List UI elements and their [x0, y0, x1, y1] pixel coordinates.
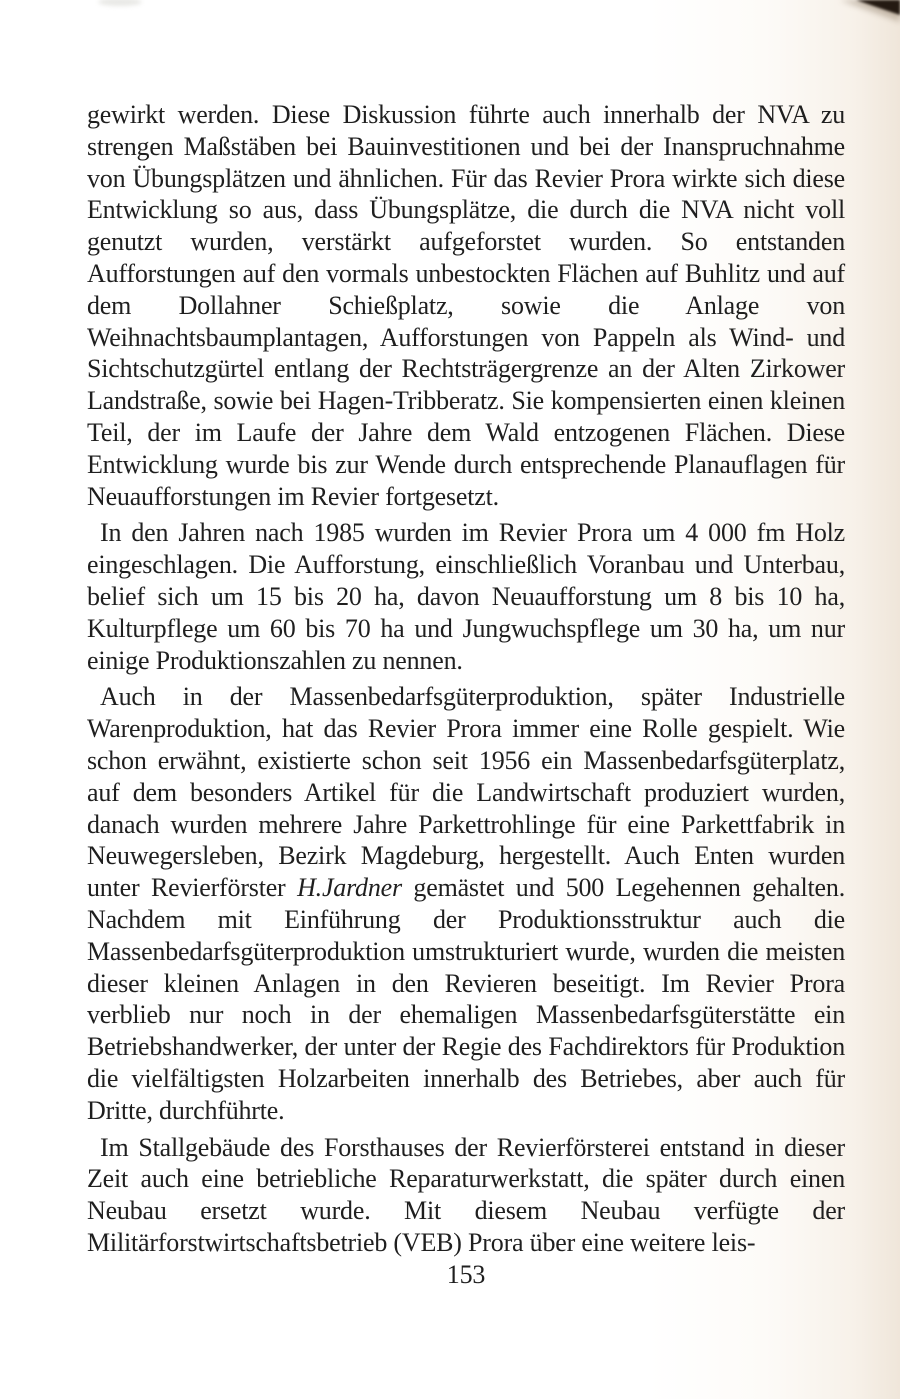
person-name-italic: H.Jardner — [297, 873, 402, 903]
page-text — [87, 99, 845, 1290]
text-segment: Im Stallgebäude des Forsthauses der Revierförsterei entstand in dieser Zeit auch eine betriebliche Reparaturwerkstatt, die später durch einen Neubau ersetzt wurde. Mit diesem Neubau verfügte der Militärforstwirtschaftsbetrieb (VEB) Prora über eine weitere leis- — [87, 1132, 845, 1257]
paragraph — [87, 517, 845, 676]
paragraph — [87, 99, 845, 512]
text-segment: Auch in der Massenbedarfsgüterproduktion, später Industrielle Warenproduktion, hat das Revier Prora immer eine Rolle gespielt. Wie schon erwähnt, existierte schon seit 1956 ein Massenbedarfsgüterplatz, auf dem besonders Artikel für die Landwirtschaft produziert wurden, danach wurden mehrere Jahre Parkettrohlinge für eine Parkettfabrik in Neuwegersleben, Bezirk Magdeburg, hergestellt. Auch Enten wurden unter Revierförster — [87, 682, 845, 903]
text-segment: In den Jahren nach 1985 wurden im Revier Prora um 4 000 fm Holz eingeschlagen. Die Aufforstung, einschließlich Voranbau und Unterbau, belief sich um 15 bis 20 ha, davon Neuaufforstung um 8 bis 10 ha, Kulturpflege um 60 bis 70 ha und Jungwuchspflege um 30 ha, um nur einige Produktionszahlen zu nennen. — [87, 518, 845, 675]
page-number: 153 — [446, 1259, 486, 1289]
text-segment: gemästet und 500 Legehennen gehalten. Nachdem mit Einführung der Produktionsstruktur auch die Massenbedarfsgüterproduktion umstrukturiert wurde, wurden die meisten dieser kleinen Anlagen in den Revieren beseitigt. Im Revier Prora verblieb nur noch in der ehemaligen Massenbedarfsgüterstätte ein Betriebshandwerker, der unter der Regie des Fachdirektors für Produktion die vielfältigsten Holzarbeiten innerhalb des Betriebes, aber auch für Dritte, durchführte. — [87, 873, 845, 1125]
scan-smudge — [98, 0, 142, 6]
page-corner-shadow — [856, 0, 900, 15]
text-segment: gewirkt werden. Diese Diskussion führte auch innerhalb der NVA zu strengen Maßstäben bei Bauinvestitionen und bei der Inanspruchnahme von Übungsplätzen und ähnlichen. Für das Revier Prora wirkte sich diese Entwicklung so aus, dass Übungsplätze, die durch die NVA nicht voll genutzt wurden, verstärkt aufgeforstet wurden. So entstanden Aufforstungen auf den vormals unbestockten Flächen auf Buhlitz und auf dem Dollahner Schießplatz, sowie die Anlage von Weihnachtsbaumplantagen, Aufforstungen von Pappeln als Wind- und Sichtschutzgürtel entlang der Rechtsträgergrenze an der Alten Zirkower Landstraße, sowie bei Hagen-Tribberatz. Sie kompensierten einen kleinen Teil, der im Laufe der Jahre dem Wald entzogenen Flächen. Diese Entwicklung wurde bis zur Wende durch entsprechende Planauflagen für Neuaufforstungen im Revier fortgesetzt. — [87, 100, 845, 511]
paragraph — [87, 1132, 845, 1259]
paragraph — [87, 681, 845, 1126]
